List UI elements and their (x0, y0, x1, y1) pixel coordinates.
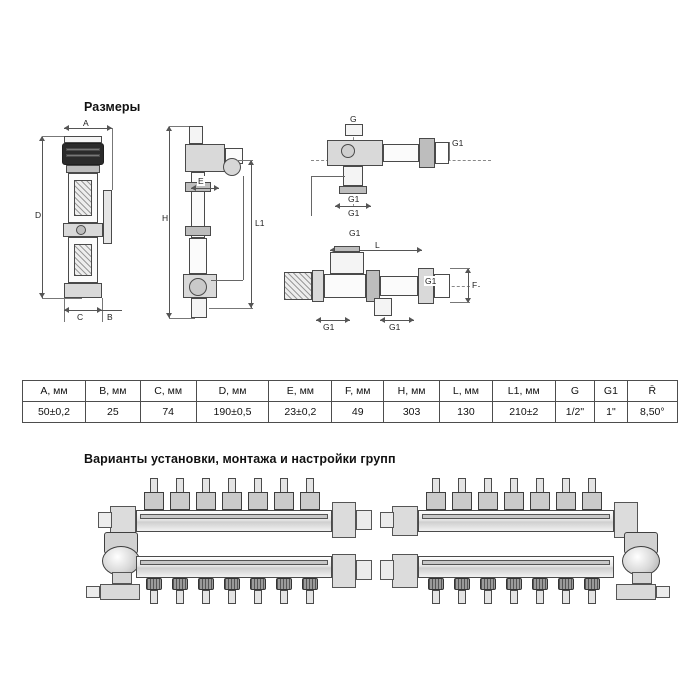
flowmeter (144, 492, 164, 510)
ext-line-d-bottom (42, 298, 82, 299)
dim-line-l1 (251, 160, 252, 308)
top-flange-right (419, 138, 435, 168)
rail-groove-lower (140, 560, 328, 565)
top-body (327, 140, 383, 166)
table-cell: 190±0,5 (196, 402, 269, 423)
lower-valve (276, 578, 292, 590)
section-flange (418, 268, 434, 304)
flowmeter (478, 492, 498, 510)
variants-heading: Варианты установки, монтажа и настройки групп (84, 452, 396, 466)
return-stem (150, 590, 158, 604)
lower-valve (146, 578, 162, 590)
end-cap-right-upper (356, 510, 372, 530)
manifold-group-right (372, 472, 682, 612)
ext-line-f-bottom (450, 302, 470, 303)
table-cell: 49 (332, 402, 384, 423)
flowmeter (556, 492, 576, 510)
dim-label-d: D (35, 210, 42, 220)
flowmeter (274, 492, 294, 510)
dim-label-a: A (83, 118, 89, 128)
ext-line-l1-bottom (209, 308, 253, 309)
side-tube (103, 190, 112, 244)
dim-arrow-a-left (64, 125, 69, 131)
table-header-row (23, 381, 678, 402)
sensor-line-top-vertical (311, 176, 312, 216)
dim-line-a (64, 128, 112, 129)
top-view (305, 114, 495, 228)
table-cell: 50±0,2 (23, 402, 86, 423)
section-view (270, 228, 500, 338)
end-block-left-lower (392, 554, 418, 588)
dim-arrow-g1-sec-left (316, 317, 321, 323)
rail-groove-upper (140, 514, 328, 519)
dim-line-d (42, 136, 43, 298)
manifold-groups (20, 472, 680, 622)
top-fitting (345, 124, 363, 136)
flowmeter (452, 492, 472, 510)
return-stem (484, 590, 492, 604)
table-header-cell: B, мм (85, 381, 140, 402)
dim-arrow-e-right (214, 185, 219, 191)
table-header-cell: G1 (595, 381, 627, 402)
lower-round-fitting (189, 278, 207, 296)
valve-screw (76, 225, 86, 235)
section-bottom-stub (374, 298, 392, 316)
dim-label-f: F (472, 280, 478, 290)
lower-valve (250, 578, 266, 590)
lower-valve (480, 578, 496, 590)
return-stem (306, 590, 314, 604)
valve-body-hatch (74, 180, 92, 216)
table-header-cell: H, мм (384, 381, 440, 402)
table-cell: 303 (384, 402, 440, 423)
return-stem (254, 590, 262, 604)
dim-label-e: E (198, 176, 204, 186)
riser-collar-bottom (185, 226, 211, 236)
dim-label-g1-section-right: G1 (425, 276, 437, 286)
flowmeter (222, 492, 242, 510)
dim-arrow-g1-sec-right (345, 317, 350, 323)
flowmeter (582, 492, 602, 510)
top-lower-collar (339, 186, 367, 194)
rail-groove-upper (422, 514, 610, 519)
pump-base (632, 572, 652, 584)
ext-line-f-top (450, 268, 470, 269)
upper-nipple (189, 126, 203, 144)
dim-label-g1-section-bottom-right: G1 (389, 322, 401, 332)
return-stem (588, 590, 596, 604)
dimensions-heading: Размеры (84, 100, 141, 114)
lower-valve (506, 578, 522, 590)
table-header-cell: D, мм (196, 381, 269, 402)
pump-base (112, 572, 132, 584)
lower-valve (224, 578, 240, 590)
mixing-valve-knob (86, 586, 100, 598)
return-stem (280, 590, 288, 604)
valve-bottom-nut (64, 283, 102, 298)
return-stem (458, 590, 466, 604)
ext-line-h-bottom (169, 318, 195, 319)
lower-valve (532, 578, 548, 590)
rail-groove-lower (422, 560, 610, 565)
dim-line-h (169, 126, 170, 318)
lower-valve (428, 578, 444, 590)
table-row (23, 402, 678, 423)
table-header-cell: G (555, 381, 595, 402)
table-header-cell: F, мм (332, 381, 384, 402)
dim-label-g1-bottom: G1 (348, 208, 360, 218)
table-cell: 25 (85, 402, 140, 423)
end-block-right-lower (332, 554, 356, 588)
table-cell: 74 (140, 402, 196, 423)
return-stem (432, 590, 440, 604)
dim-arrow-g1-sec2-right (409, 317, 414, 323)
flowmeter (170, 492, 190, 510)
section-valve-body (324, 274, 366, 298)
mixing-valve-block (100, 584, 140, 600)
knob-ridge-2 (66, 154, 100, 157)
knob-ridge-1 (66, 148, 100, 151)
table-header-cell: L, мм (440, 381, 493, 402)
dim-label-g1-upper: G1 (349, 228, 361, 238)
front-view (20, 118, 150, 328)
flowmeter (300, 492, 320, 510)
return-stem (202, 590, 210, 604)
table-header-cell: A, мм (23, 381, 86, 402)
actuator-collar (66, 165, 100, 173)
ext-line-g1-right (449, 142, 450, 160)
dim-label-l1: L1 (255, 218, 265, 228)
dim-arrow-l-right (417, 247, 422, 253)
dim-label-g1-middle: G1 (348, 194, 360, 204)
top-lower-stub (343, 166, 363, 186)
lower-nipple (191, 298, 207, 318)
ext-line-a-right (112, 128, 113, 190)
flowmeter (426, 492, 446, 510)
section-pipe (380, 276, 418, 296)
end-cap-right-lower (356, 560, 372, 580)
dim-label-g-top: G (350, 114, 357, 124)
dim-label-c: C (77, 312, 84, 322)
end-block-right-upper (332, 502, 356, 538)
top-round-boss (341, 144, 355, 158)
flowmeter (530, 492, 550, 510)
return-stem (510, 590, 518, 604)
dim-arrow-g1-right (366, 203, 371, 209)
return-stem (562, 590, 570, 604)
dim-label-b: B (107, 312, 113, 322)
dim-label-g1-right: G1 (452, 138, 464, 148)
sensor-line-top (311, 176, 345, 177)
section-actuator-collar (312, 270, 324, 302)
technical-drawings (20, 114, 680, 368)
table-cell: 130 (440, 402, 493, 423)
top-end-cap (435, 142, 449, 164)
dimensions-table (22, 380, 678, 423)
capillary-line-bottom (211, 280, 243, 281)
lower-valve (558, 578, 574, 590)
section-riser (330, 252, 364, 274)
table-cell: 1" (595, 402, 627, 423)
lower-valve (454, 578, 470, 590)
table-header-cell: C, мм (140, 381, 196, 402)
mixing-valve-block (616, 584, 656, 600)
dim-label-h: H (162, 213, 169, 223)
flowmeter (504, 492, 524, 510)
dim-label-g1-section-bottom-left: G1 (323, 322, 335, 332)
top-outlet-pipe (383, 144, 419, 162)
valve-body-lower-hatch (74, 244, 92, 276)
table-header-cell: R̄ (627, 381, 677, 402)
upper-tee-body (185, 144, 225, 172)
bypass-fitting-left (98, 512, 112, 528)
end-cap-left-lower (380, 560, 394, 580)
bypass-fitting-left (380, 512, 394, 528)
table-cell: 8,50° (627, 402, 677, 423)
ext-line-l1-top (237, 160, 253, 161)
table-header-cell: E, мм (269, 381, 332, 402)
table-header-cell: L1, мм (492, 381, 555, 402)
table-cell: 23±0,2 (269, 402, 332, 423)
table-cell: 210±2 (492, 402, 555, 423)
section-riser-cap (334, 246, 360, 252)
flowmeter (248, 492, 268, 510)
side-view (145, 118, 285, 333)
dim-line-b (102, 310, 122, 311)
table-cell: 1/2" (555, 402, 595, 423)
dim-arrow-c-left (64, 307, 69, 313)
lower-valve (584, 578, 600, 590)
manifold-group-left (80, 472, 390, 612)
dim-arrow-g1-left (335, 203, 340, 209)
lower-valve (302, 578, 318, 590)
lower-valve (198, 578, 214, 590)
return-stem (176, 590, 184, 604)
dim-arrow-g1-sec2-left (380, 317, 385, 323)
lower-valve (172, 578, 188, 590)
dim-arrow-e-left (191, 185, 196, 191)
mixing-valve-knob (656, 586, 670, 598)
section-actuator (284, 272, 312, 300)
actuator-top-cap (64, 136, 102, 143)
dim-label-l: L (375, 240, 380, 250)
lower-pipe (189, 238, 207, 274)
return-stem (228, 590, 236, 604)
ext-line-d-top (42, 136, 64, 137)
capillary-line-vertical (243, 176, 244, 280)
dim-line-f (468, 268, 469, 302)
flowmeter (196, 492, 216, 510)
end-block-left-upper (392, 506, 418, 536)
return-stem (536, 590, 544, 604)
